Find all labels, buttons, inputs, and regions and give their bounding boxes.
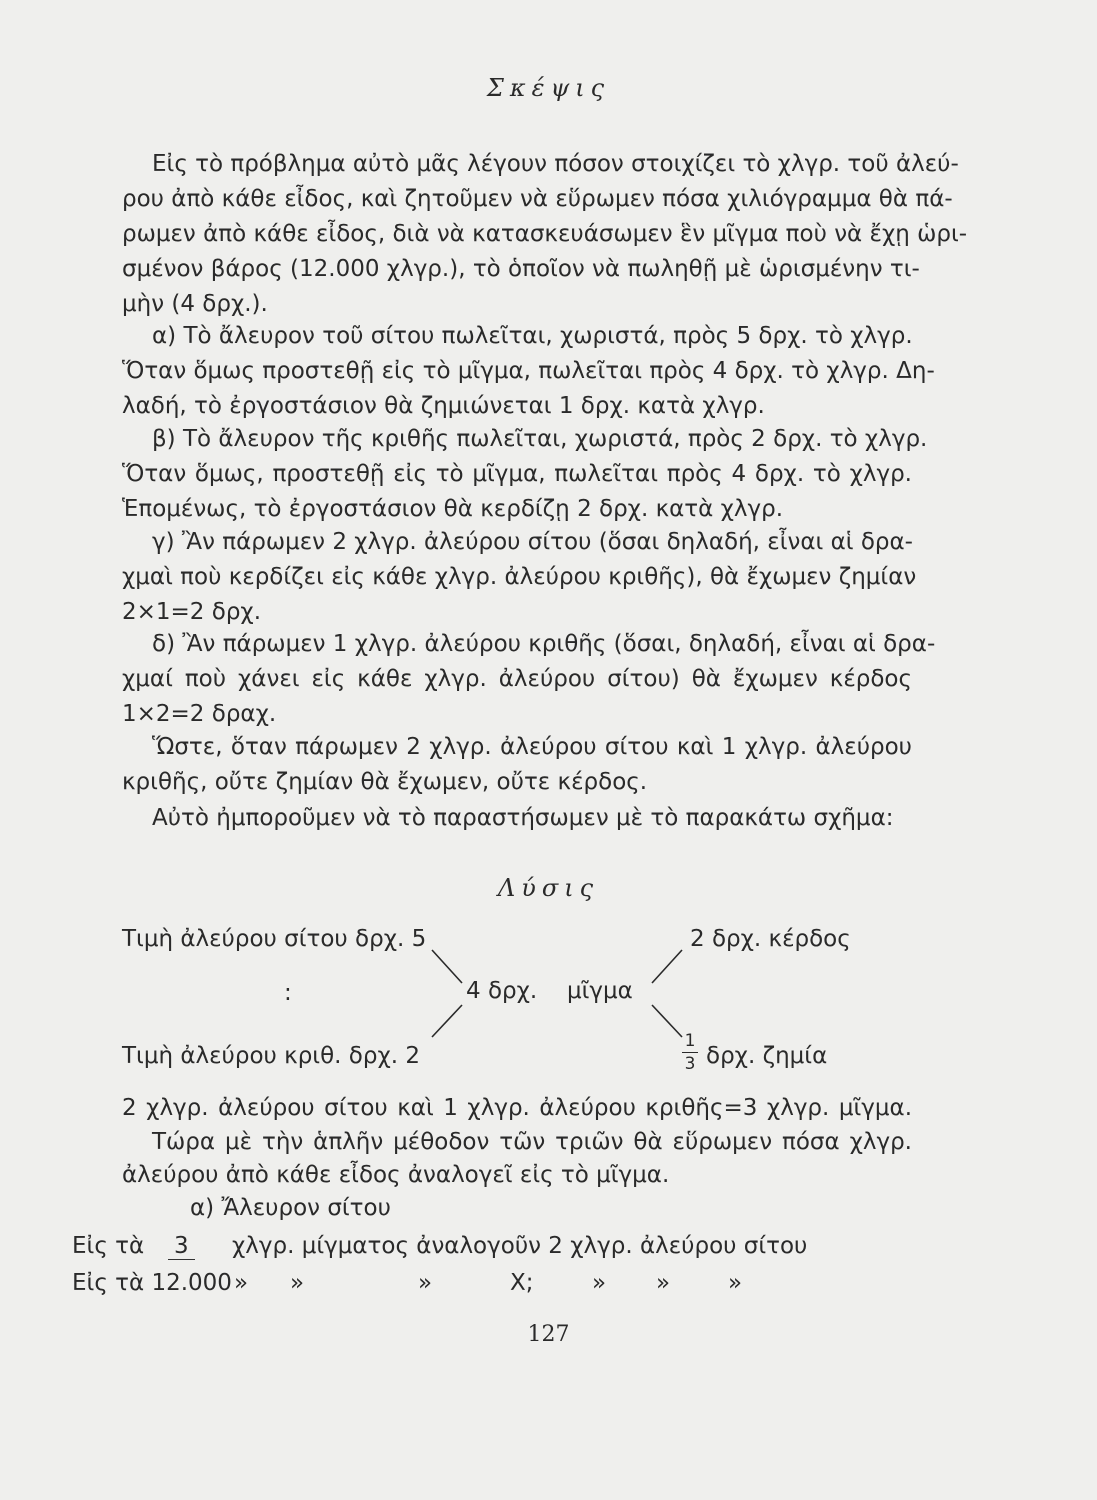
fraction-numerator: 1 bbox=[684, 1031, 696, 1051]
para-d-line-2: χμαί ποὺ χάνει εἰς κάθε χλγρ. ἀλεύρου σίτου) θὰ ἔχωμεν κέρδος bbox=[122, 666, 912, 692]
intro-line-4: σμένον βάρος (12.000 χλγρ.), τὸ ὁποῖον νὰ πωληθῇ μὲ ὡρισμένην τι- bbox=[122, 256, 920, 282]
para-a-line-2: Ὅταν ὅμως προστεθῇ εἰς τὸ μῖγμα, πωλεῖται πρὸς 4 δρχ. τὸ χλγρ. Δη- bbox=[122, 358, 935, 384]
diagram-line-lower-left bbox=[432, 1005, 462, 1037]
para-a-line-3: λαδή, τὸ ἐργοστάσιον θὰ ζημιώνεται 1 δρχ. κατὰ χλγρ. bbox=[122, 393, 765, 419]
para-figure: Αὐτὸ ἠμποροῦμεν νὰ τὸ παραστήσωμεν μὲ τὸ παρακάτω σχῆμα: bbox=[152, 805, 894, 831]
row2-quote-4: » bbox=[592, 1270, 607, 1296]
row1-prefix: Εἰς τὰ bbox=[72, 1233, 145, 1259]
fraction-bar bbox=[682, 1052, 698, 1053]
method-line-2: ἀλεύρου ἀπὸ κάθε εἶδος ἀναλογεῖ εἰς τὸ μῖγμα. bbox=[122, 1162, 670, 1188]
loss-fraction bbox=[682, 1032, 698, 1073]
barley-price-label: Τιμὴ ἀλεύρου κριθ. δρχ. 2 bbox=[122, 1043, 421, 1069]
row2-unknown-x: Χ; bbox=[510, 1270, 534, 1296]
diagram-line-lower-right bbox=[652, 1005, 682, 1037]
para-c-line-3: 2×1=2 δρχ. bbox=[122, 599, 262, 625]
intro-line-5: μὴν (4 δρχ.). bbox=[122, 291, 268, 317]
para-a-line-1: α) Τὸ ἄλευρον τοῦ σίτου πωλεῖται, χωριστά, πρὸς 5 δρχ. τὸ χλγρ. bbox=[152, 323, 913, 349]
profit-label: 2 δρχ. κέρδος bbox=[690, 926, 851, 952]
row2-prefix: Εἰς τὰ 12.000 bbox=[72, 1270, 232, 1296]
diagram-colon: : bbox=[284, 980, 292, 1006]
summary-line: 2 χλγρ. ἀλεύρου σίτου καὶ 1 χλγρ. ἀλεύρου κριθῆς=3 χλγρ. μῖγμα. bbox=[122, 1095, 912, 1121]
para-so-line-1: Ὥστε, ὅταν πάρωμεν 2 χλγρ. ἀλεύρου σίτου καὶ 1 χλγρ. ἀλεύρου bbox=[152, 734, 912, 760]
row2-quote-2: » bbox=[290, 1270, 305, 1296]
page-number: 127 bbox=[527, 1322, 570, 1347]
mix-label: μῖγμα bbox=[567, 978, 633, 1004]
row2-quote-1: » bbox=[234, 1270, 249, 1296]
intro-line-2: ρου ἀπὸ κάθε εἶδος, καὶ ζητοῦμεν νὰ εὕρωμεν πόσα χιλιόγραμμα θὰ πά- bbox=[122, 186, 953, 212]
heading-thinking: Σκέψις bbox=[486, 74, 611, 102]
para-b-line-2: Ὅταν ὅμως, προστεθῇ εἰς τὸ μῖγμα, πωλεῖται πρὸς 4 δρχ. τὸ χλγρ. bbox=[122, 461, 912, 487]
row1-value bbox=[168, 1233, 195, 1259]
intro-line-1: Εἰς τὸ πρόβλημα αὐτὸ μᾶς λέγουν πόσον στοιχίζει τὸ χλγρ. τοῦ ἀλεύ- bbox=[152, 151, 959, 177]
subheading-wheat: α) Ἄλευρον σίτου bbox=[190, 1195, 391, 1221]
para-c-line-1: γ) Ἂν πάρωμεν 2 χλγρ. ἀλεύρου σίτου (ὅσαι δηλαδή, εἶναι αἱ δρα- bbox=[152, 529, 913, 555]
wheat-price-label: Τιμὴ ἀλεύρου σίτου δρχ. 5 bbox=[122, 926, 427, 952]
diagram-line-upper-left bbox=[432, 950, 462, 983]
para-so-line-2: κριθῆς, οὔτε ζημίαν θὰ ἔχωμεν, οὔτε κέρδος. bbox=[122, 769, 648, 795]
heading-solution: Λύσις bbox=[497, 874, 600, 902]
mix-price: 4 δρχ. bbox=[466, 978, 538, 1004]
row1-value-text: 3 bbox=[168, 1233, 195, 1260]
fraction-denominator: 3 bbox=[684, 1054, 696, 1074]
row2-quote-6: » bbox=[728, 1270, 743, 1296]
para-d-line-1: δ) Ἂν πάρωμεν 1 χλγρ. ἀλεύρου κριθῆς (ὅσαι, δηλαδή, εἶναι αἱ δρα- bbox=[152, 631, 936, 657]
diagram-line-upper-right bbox=[652, 950, 682, 983]
para-b-line-3: Ἑπομένως, τὸ ἐργοστάσιον θὰ κερδίζῃ 2 δρχ. κατὰ χλγρ. bbox=[122, 496, 784, 522]
row2-quote-3: » bbox=[418, 1270, 433, 1296]
intro-line-3: ρωμεν ἀπὸ κάθε εἶδος, διὰ νὰ κατασκευάσωμεν ἓν μῖγμα ποὺ νὰ ἔχῃ ὡρι- bbox=[122, 221, 968, 247]
method-line-1: Τώρα μὲ τὴν ἁπλῆν μέθοδον τῶν τριῶν θὰ εὕρωμεν πόσα χλγρ. bbox=[152, 1129, 912, 1155]
row1-text: χλγρ. μίγματος ἀναλογοῦν 2 χλγρ. ἀλεύρου σίτου bbox=[232, 1233, 808, 1259]
para-d-line-3: 1×2=2 δραχ. bbox=[122, 701, 277, 727]
para-c-line-2: χμαὶ ποὺ κερδίζει εἰς κάθε χλγρ. ἀλεύρου κριθῆς), θὰ ἔχωμεν ζημίαν bbox=[122, 564, 917, 590]
loss-label: δρχ. ζημία bbox=[706, 1043, 828, 1069]
row2-quote-5: » bbox=[656, 1270, 671, 1296]
para-b-line-1: β) Τὸ ἄλευρον τῆς κριθῆς πωλεῖται, χωριστά, πρὸς 2 δρχ. τὸ χλγρ. bbox=[152, 426, 928, 452]
